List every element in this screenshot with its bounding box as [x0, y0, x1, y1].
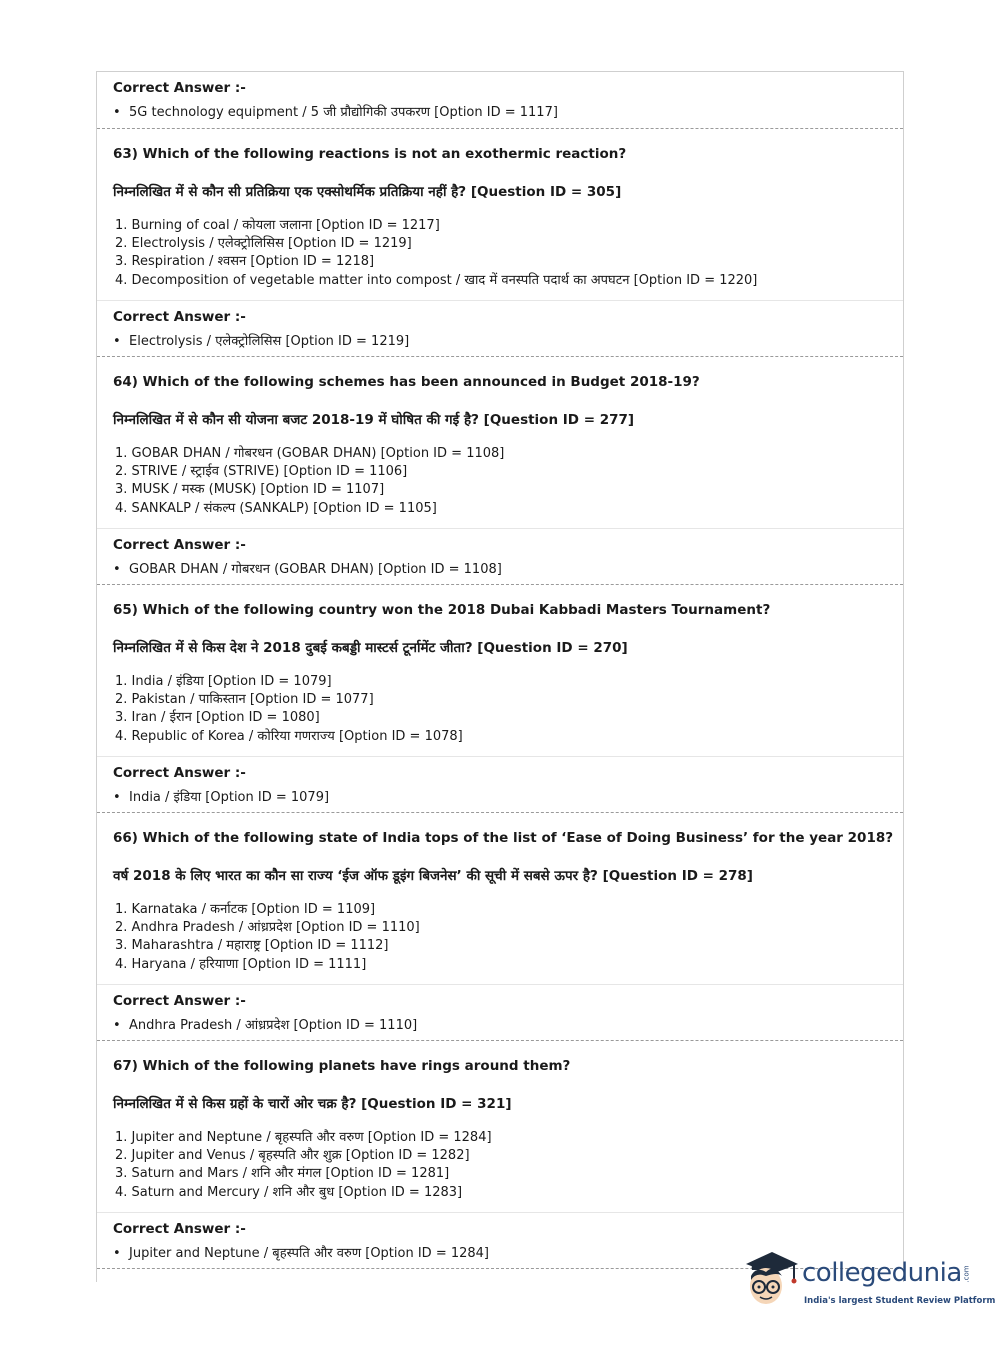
- option-2: 2. Pakistan / पाकिस्तान [Option ID = 1077]: [115, 692, 374, 707]
- question-text-hi: निम्नलिखित में से किस देश ने 2018 दुबई कबड्डी मास्टर्स टूर्नामेंट जीता? [Question ID = 270]: [113, 640, 628, 656]
- question-text-en: 67) Which of the following planets have rings around them?: [113, 1058, 571, 1074]
- option-1: 1. India / इंडिया [Option ID = 1079]: [115, 674, 332, 689]
- answer-value: Jupiter and Neptune / बृहस्पति और वरुण [Option ID = 1284]: [129, 1246, 489, 1261]
- question-text-hi: निम्नलिखित में से कौन सी प्रतिक्रिया एक एक्सोथर्मिक प्रतिक्रिया नहीं है? [Question ID = 305]: [113, 184, 622, 200]
- question-text-en: 63) Which of the following reactions is not an exothermic reaction?: [113, 146, 627, 162]
- option-1: 1. Jupiter and Neptune / बृहस्पति और वरुण [Option ID = 1284]: [115, 1130, 492, 1145]
- question-text-hi: निम्नलिखित में से कौन सी योजना बजट 2018-19 में घोषित की गई है? [Question ID = 277]: [113, 412, 635, 428]
- answer-value: 5G technology equipment / 5 जी प्रौद्योगिकी उपकरण [Option ID = 1117]: [129, 105, 558, 120]
- answer-block-prev: [97, 72, 903, 128]
- collegedunia-logo: [742, 1248, 996, 1318]
- option-1: 1. GOBAR DHAN / गोबरधन (GOBAR DHAN) [Option ID = 1108]: [115, 446, 505, 461]
- option-3: 3. Maharashtra / महाराष्ट्र [Option ID = 1112]: [115, 938, 389, 953]
- option-4: 4. Republic of Korea / कोरिया गणराज्य [Option ID = 1078]: [115, 729, 463, 744]
- correct-answer-label: Correct Answer :-: [113, 993, 246, 1009]
- answer-block: [97, 300, 903, 357]
- answer-value: GOBAR DHAN / गोबरधन (GOBAR DHAN) [Option ID = 1108]: [129, 562, 502, 577]
- option-2: 2. Electrolysis / एलेक्ट्रोलिसिस [Option ID = 1219]: [115, 236, 412, 251]
- question-66: [97, 813, 903, 1041]
- correct-answer-text: [113, 1243, 489, 1261]
- correct-answer-label: Correct Answer :-: [113, 1221, 246, 1237]
- correct-answer-text: [113, 1015, 417, 1033]
- question-text-hi: वर्ष 2018 के लिए भारत का कौन सा राज्य ‘ईज ऑफ डूइंग बिजनेस’ की सूची में सबसे ऊपर है? [Question ID = 278]: [113, 868, 753, 884]
- bullet-icon: •: [113, 790, 121, 805]
- option-2: 2. Jupiter and Venus / बृहस्पति और शुक्र [Option ID = 1282]: [115, 1148, 470, 1163]
- correct-answer-label: Correct Answer :-: [113, 80, 246, 96]
- correct-answer-text: [113, 331, 409, 349]
- option-2: 2. Andhra Pradesh / आंध्रप्रदेश [Option ID = 1110]: [115, 920, 420, 935]
- option-4: 4. Saturn and Mercury / शनि और बुध [Option ID = 1283]: [115, 1185, 463, 1200]
- student-mascot-icon: [742, 1250, 800, 1312]
- correct-answer-label: Correct Answer :-: [113, 765, 246, 781]
- logo-wordmark: collegedunia: [802, 1258, 962, 1288]
- option-4: 4. SANKALP / संकल्प (SANKALP) [Option ID = 1105]: [115, 501, 437, 516]
- answer-value: Andhra Pradesh / आंध्रप्रदेश [Option ID = 1110]: [129, 1018, 418, 1033]
- option-3: 3. MUSK / मस्क (MUSK) [Option ID = 1107]: [115, 482, 385, 497]
- correct-answer-label: Correct Answer :-: [113, 537, 246, 553]
- question-text-hi: निम्नलिखित में से किस ग्रहों के चारों ओर चक्र है? [Question ID = 321]: [113, 1096, 512, 1112]
- option-1: 1. Karnataka / कर्नाटक [Option ID = 1109]: [115, 902, 376, 917]
- answer-block: [97, 984, 903, 1041]
- bullet-icon: •: [113, 1246, 121, 1261]
- option-3: 3. Iran / ईरान [Option ID = 1080]: [115, 710, 320, 725]
- question-text-en: 64) Which of the following schemes has been announced in Budget 2018-19?: [113, 374, 700, 390]
- question-67: [97, 1041, 903, 1269]
- option-2: 2. STRIVE / स्ट्राईव (STRIVE) [Option ID = 1106]: [115, 464, 408, 479]
- option-4: 4. Haryana / हरियाणा [Option ID = 1111]: [115, 957, 367, 972]
- correct-answer-label: Correct Answer :-: [113, 309, 246, 325]
- correct-answer-text: [113, 787, 329, 805]
- question-text-en: 65) Which of the following country won the 2018 Dubai Kabbadi Masters Tournament?: [113, 602, 771, 618]
- answer-block: [97, 528, 903, 585]
- logo-tagline: India's largest Student Review Platform: [804, 1296, 996, 1306]
- answer-block: [97, 756, 903, 813]
- question-64: [97, 357, 903, 585]
- question-65: [97, 585, 903, 813]
- bullet-icon: •: [113, 1018, 121, 1033]
- correct-answer-text: [113, 559, 502, 577]
- option-3: 3. Saturn and Mars / शनि और मंगल [Option ID = 1281]: [115, 1166, 450, 1181]
- question-63: [97, 129, 903, 357]
- option-1: 1. Burning of coal / कोयला जलाना [Option ID = 1217]: [115, 218, 440, 233]
- bullet-icon: •: [113, 334, 121, 349]
- option-3: 3. Respiration / श्वसन [Option ID = 1218]: [115, 254, 375, 269]
- question-paper-page: [96, 71, 904, 1282]
- bullet-icon: •: [113, 105, 121, 120]
- bullet-icon: •: [113, 562, 121, 577]
- answer-value: Electrolysis / एलेक्ट्रोलिसिस [Option ID = 1219]: [129, 334, 410, 349]
- answer-value: India / इंडिया [Option ID = 1079]: [129, 790, 330, 805]
- option-4: 4. Decomposition of vegetable matter into compost / खाद में वनस्पति पदार्थ का अपघटन [Option ID = 1220]: [115, 273, 758, 288]
- logo-domain-suffix: .com: [962, 1265, 971, 1283]
- question-text-en: 66) Which of the following state of India tops of the list of ‘Ease of Doing Business’ for the year 2018?: [113, 830, 894, 846]
- correct-answer-text: [113, 102, 558, 120]
